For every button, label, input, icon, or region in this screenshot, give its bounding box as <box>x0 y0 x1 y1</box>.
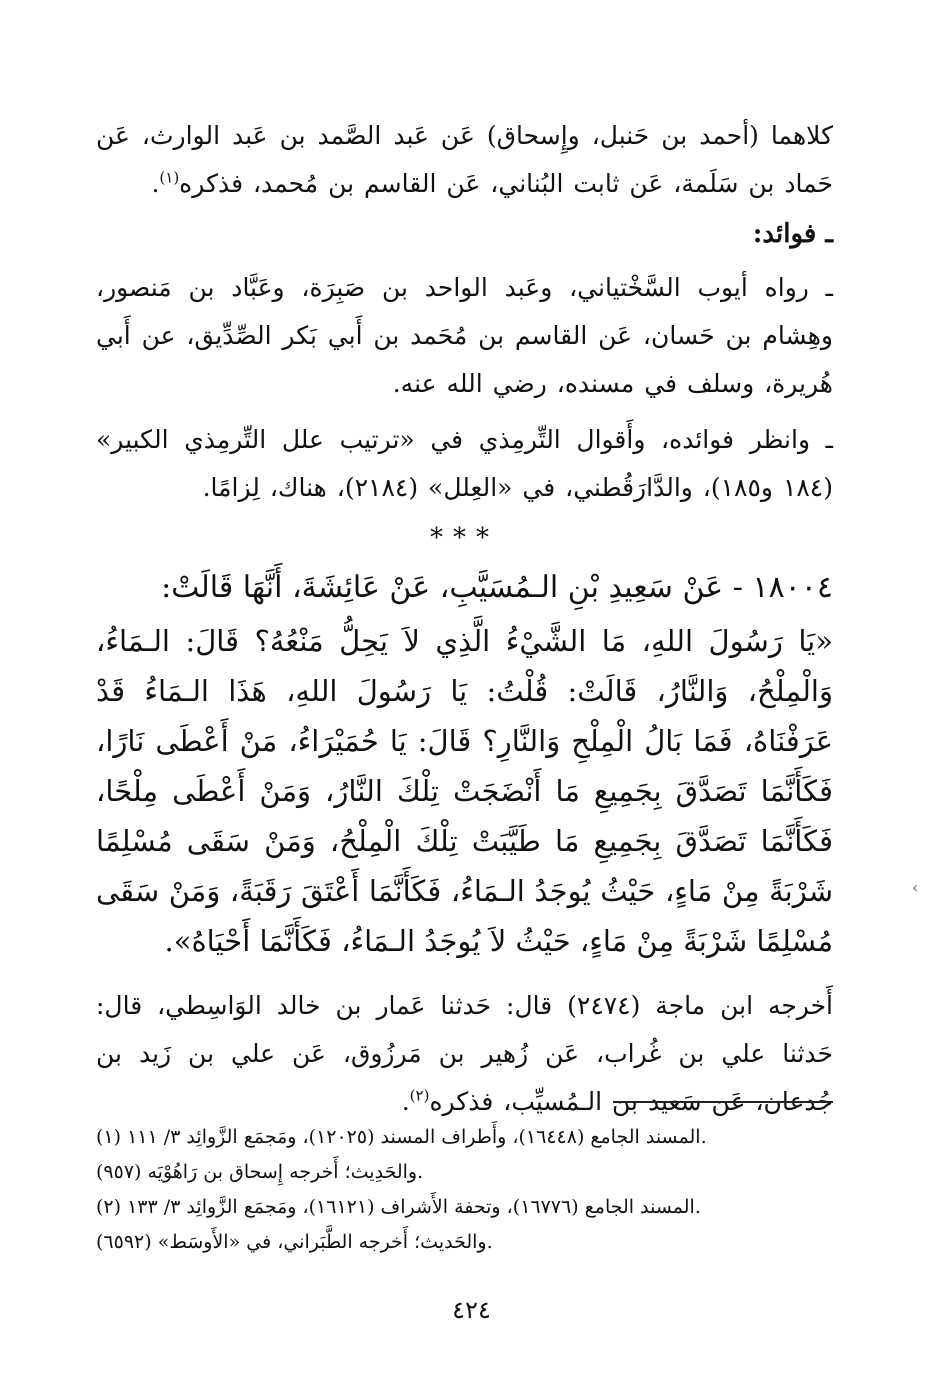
hadith-text: «يَا رَسُولَ اللهِ، مَا الشَّيْءُ الَّذِي لاَ يَحِلُّ مَنْعُهُ؟ قَالَ: الـمَاءُ، وَالْمِلْحُ، وَالنَّارُ، قَالَتْ: قُلْتُ: يَا رَسُولَ اللهِ، هَذَا الـمَاءُ قَدْ عَرَفْنَاهُ، فَمَا بَالُ الْمِلْحِ وَالنَّارِ؟ قَالَ: يَا حُمَيْرَاءُ، مَنْ أَعْطَى نَارًا، فَكَأَنَّمَا تَصَدَّقَ بِجَمِيعِ مَا أَنْضَجَتْ تِلْكَ النَّارُ، وَمَنْ أَعْطَى مِلْحًا، فَكَأَنَّمَا تَصَدَّقَ بِجَمِيعِ مَا طَيَّبَتْ تِلْكَ الْمِلْحُ، وَمَنْ سَقَى مُسْلِمًا شَرْبَةً مِنْ مَاءٍ، حَيْثُ يُوجَدُ الـمَاءُ، فَكَأَنَّمَا أَعْتَقَ رَقَبَةً، وَمَنْ سَقَى مُسْلِمًا شَرْبَةً مِنْ مَاءٍ، حَيْثُ لاَ يُوجَدُ الـمَاءُ، فَكَأَنَّمَا أَحْيَاهُ». <box>96 624 833 958</box>
isnad-text: كلاهما (أحمد بن حَنبل، وإِسحاق) عَن عَبد الصَّمد بن عَبد الوارث، عَن حَماد بن سَلَمة، عَن ثابت البُناني، عَن القاسم بن مُحمد، فذكره <box>96 121 833 198</box>
paragraph-isnad <box>96 112 833 208</box>
margin-mark: ‹ <box>912 878 919 897</box>
footnotes <box>96 1120 833 1260</box>
footnote-separator <box>613 1101 833 1103</box>
paragraph-see-also: ـ وانظر فوائده، وأَقوال التِّرمِذي في «ترتيب علل التِّرمِذي الكبير» (١٨٤ و١٨٥)، والدَّارَقُطني، في «العِلل» (٢١٨٤)، هناك، لِزامًا. <box>96 425 833 502</box>
isnad-end: . <box>151 169 160 198</box>
footnote-1-continued: والحَدِيث؛ أَخرجه إِسحاق بن رَاهُوْيَه (٩٥٧). <box>96 1161 424 1183</box>
page-number: ٤٢٤ <box>452 1296 491 1324</box>
paragraph-narrators: ـ رواه أيوب السَّخْتياني، وعَبد الواحد بن صَبِرَة، وعَبَّاد بن مَنصور، وهِشام بن حَسان، عَن القاسم بن مُحَمد بن أَبي بَكر الصِّدِّيق، عن أَبي هُريرة، وسلف في مسنده، رضي الله عنه. <box>96 273 833 398</box>
footnote-1: (١) المسند الجامع (١٦٤٤٨)، وأَطراف المسند (١٢٠٢٥)، ومَجمَع الزَّوائِد ٣/ ١١١. <box>96 1126 707 1148</box>
source-text: أَخرجه ابن ماجة (٢٤٧٤) قال: حَدثنا عَمار بن خالد الوَاسِطي، قال: حَدثنا علي بن غُراب، عَن زُهير بن مَرزُوق، عَن علي بن زَيد بن جُدعان، عَن سَعيد بن الـمُسيِّب، فذكره <box>96 991 833 1116</box>
source-end: . <box>401 1087 410 1116</box>
footnote-2-continued: والحَديث؛ أَخرجه الطَّبَراني، في «الأَوسَط» (٦٥٩٢). <box>96 1231 493 1253</box>
hadith-heading: ١٨٠٠٤ - عَنْ سَعِيدِ بْنِ الـمُسَيَّبِ، عَنْ عَائِشَةَ، أَنَّهَا قَالَتْ: <box>161 570 833 605</box>
fawaid-heading: ـ فوائد: <box>752 219 833 249</box>
paragraph-source <box>96 982 833 1126</box>
footnote-ref-1[interactable]: (١) <box>159 168 180 187</box>
footnote-2: (٢) المسند الجامع (١٦٧٧٦)، وتحفة الأَشراف (١٦١٢١)، ومَجمَع الزَّوائِد ٣/ ١٣٣. <box>96 1196 701 1218</box>
footnote-ref-2[interactable]: (٢) <box>409 1086 430 1105</box>
section-separator-stars: *** <box>430 523 499 553</box>
